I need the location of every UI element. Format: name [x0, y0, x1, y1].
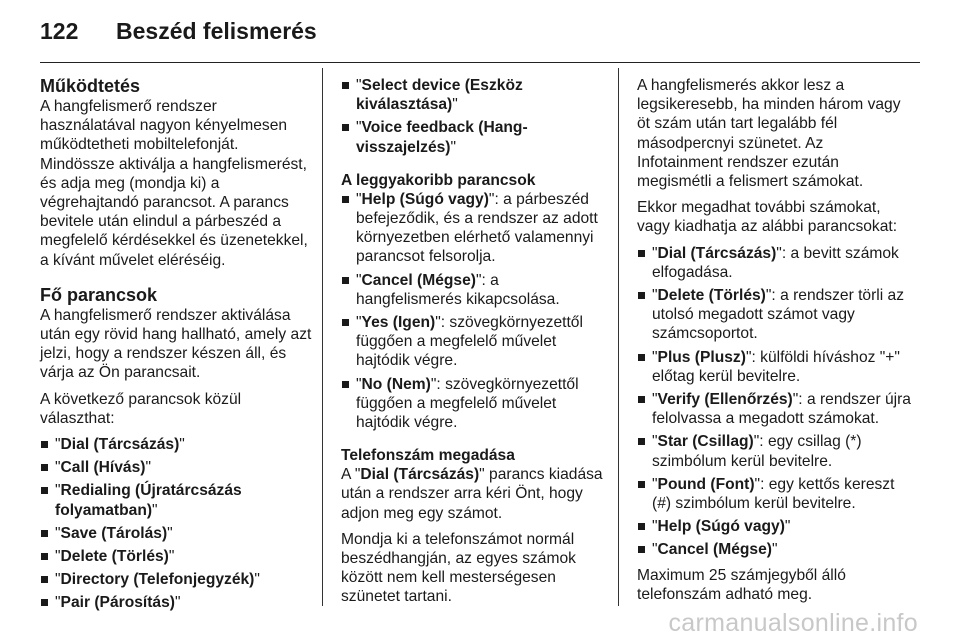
- column-divider-1: [322, 68, 323, 606]
- list-item: "Delete (Törlés)": [40, 547, 312, 566]
- bullet-icon: [638, 523, 645, 530]
- section-heading-phone-number-entry: Telefonszám megadása: [341, 447, 515, 465]
- list-item: "Star (Csillag)": egy csillag (*) szimbólum kerül bevitelre.: [637, 432, 912, 470]
- bullet-icon: [638, 481, 645, 488]
- list-item: "No (Nem)": szövegkörnyezettől függően a megfelelő művelet hajtódik végre.: [341, 375, 607, 433]
- bullet-icon: [342, 277, 349, 284]
- list-item: "Help (Súgó vagy)": [637, 517, 912, 536]
- list-item: "Select device (Eszköz kiválasztása)": [341, 76, 607, 114]
- common-commands-list: [341, 190, 607, 432]
- bullet-icon: [638, 292, 645, 299]
- page-header: [40, 18, 317, 45]
- list-item: "Yes (Igen)": szövegkörnyezettől függően a megfelelő művelet hajtódik végre.: [341, 313, 607, 371]
- operation-paragraph: A hangfelismerő rendszer használatával nagyon kényelmesen működtetheti mobiltelefonját. Mindössze aktiválja a hangfelismerést, és adja meg (mondja ki) a végrehajtandó parancsot. A parancs bevitele után elindul a párbeszéd a megfelelő kérdésekkel és üzenetekkel, a kívánt művelet eléréséig.: [40, 98, 308, 269]
- list-item: "Dial (Tárcsázás)": a bevitt számok elfogadása.: [637, 244, 912, 282]
- list-item: "Verify (Ellenőrzés)": a rendszer újra felolvassa a megadott számokat.: [637, 390, 912, 428]
- list-item: "Cancel (Mégse)": a hangfelismerés kikapcsolása.: [341, 271, 607, 309]
- list-item: "Directory (Telefonjegyzék)": [40, 570, 312, 589]
- max-digits-paragraph: Maximum 25 számjegyből álló telefonszám adható meg.: [637, 566, 846, 603]
- page-title: Beszéd felismerés: [116, 18, 317, 44]
- bullet-icon: [342, 196, 349, 203]
- number-entry-commands-list: [637, 244, 912, 560]
- section-heading-operation: Működtetés: [40, 76, 141, 96]
- phone-number-paragraph-1: A "Dial (Tárcsázás)" parancs kiadása után a rendszer arra kéri Önt, hogy adjon meg egy számot.: [341, 466, 603, 522]
- bullet-icon: [342, 381, 349, 388]
- more-commands-list: [341, 76, 607, 157]
- page-number: 122: [40, 18, 79, 44]
- further-commands-paragraph: Ekkor megadhat további számokat, vagy kiadhatja az alábbi parancsokat:: [637, 199, 898, 236]
- list-item: "Save (Tárolás)": [40, 524, 312, 543]
- column-divider-2: [618, 68, 619, 606]
- bullet-icon: [41, 441, 48, 448]
- list-item: "Pair (Párosítás)": [40, 593, 312, 612]
- list-item: "Plus (Plusz)": külföldi híváshoz "+" előtag kerül bevitelre.: [637, 348, 912, 386]
- list-item: "Call (Hívás)": [40, 458, 312, 477]
- main-commands-list: [40, 435, 312, 613]
- column-3: [637, 76, 912, 611]
- section-heading-main-commands: Fő parancsok: [40, 284, 158, 305]
- bullet-icon: [638, 438, 645, 445]
- bullet-icon: [41, 576, 48, 583]
- bullet-icon: [41, 487, 48, 494]
- bullet-icon: [342, 124, 349, 131]
- watermark: carmanualsonline.info: [668, 609, 918, 637]
- bullet-icon: [41, 530, 48, 537]
- choose-commands-paragraph: A következő parancsok közül választhat:: [40, 390, 242, 427]
- bullet-icon: [41, 553, 48, 560]
- list-item: "Delete (Törlés)": a rendszer törli az utolsó megadott számot vagy számcsoportot.: [637, 286, 912, 344]
- section-heading-common-commands: A leggyakoribb parancsok: [341, 171, 536, 189]
- header-rule: [40, 62, 920, 63]
- list-item: "Dial (Tárcsázás)": [40, 435, 312, 454]
- bullet-icon: [638, 250, 645, 257]
- list-item: "Pound (Font)": egy kettős kereszt (#) szimbólum kerül bevitelre.: [637, 475, 912, 513]
- list-item: "Redialing (Újratárcsázás folyamatban)": [40, 481, 312, 519]
- column-2: [341, 76, 607, 614]
- bullet-icon: [342, 82, 349, 89]
- bullet-icon: [342, 319, 349, 326]
- bullet-icon: [41, 599, 48, 606]
- bullet-icon: [41, 464, 48, 471]
- recognition-tip-paragraph: A hangfelismerés akkor lesz a legsikeresebb, ha minden három vagy öt szám után tart legalább fél másodpercnyi szünetet. Az Infotainment rendszer ezután megismétli a felismert számokat.: [637, 77, 901, 191]
- bullet-icon: [638, 354, 645, 361]
- phone-number-paragraph-2: Mondja ki a telefonszámot normál beszédhangján, az egyes számok között nem kell mesterségesen szünetet tartani.: [341, 530, 576, 606]
- list-item: "Cancel (Mégse)": [637, 540, 912, 559]
- list-item: "Voice feedback (Hang-visszajelzés)": [341, 118, 607, 156]
- bullet-icon: [638, 546, 645, 553]
- main-commands-paragraph: A hangfelismerő rendszer aktiválása után egy rövid hang hallható, amely azt jelzi, hogy a rendszer készen áll, és várja az Ön parancsait.: [40, 306, 312, 382]
- bullet-icon: [638, 396, 645, 403]
- list-item: "Help (Súgó vagy)": a párbeszéd befejeződik, és a rendszer az adott környezetben elérhető valamennyi parancsot felsorolja.: [341, 190, 607, 267]
- column-1: [40, 76, 312, 619]
